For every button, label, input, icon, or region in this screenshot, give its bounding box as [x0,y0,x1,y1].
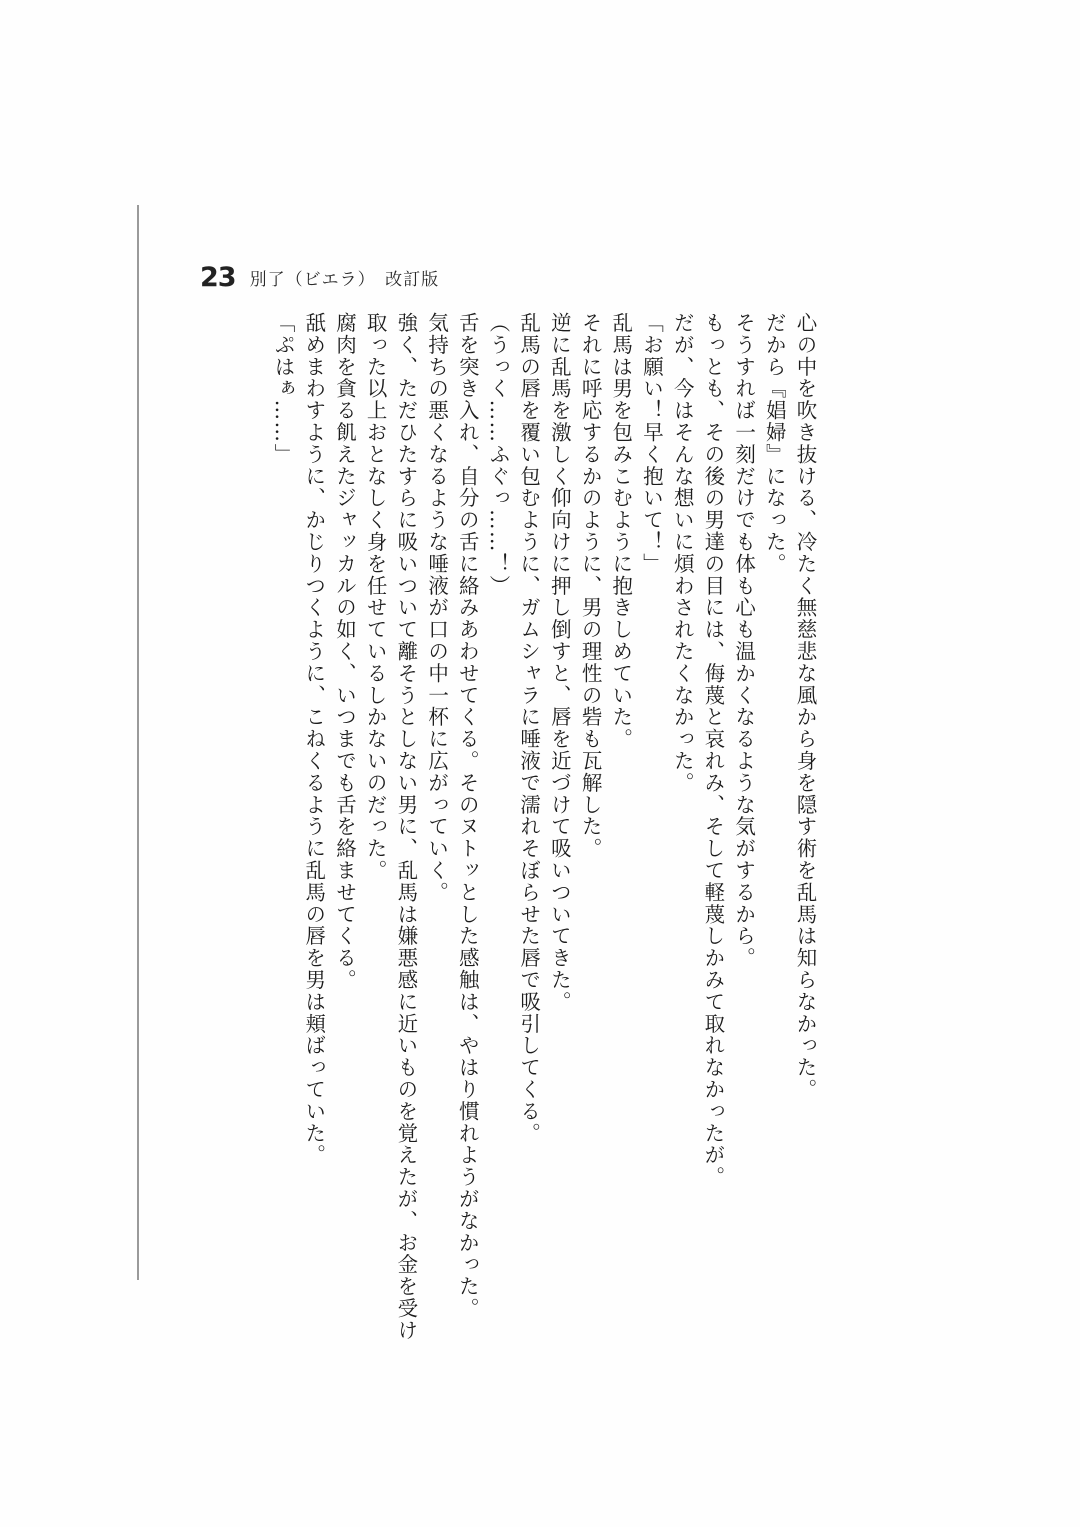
text-line: 逆に乱馬を激しく仰向けに押し倒すと、唇を近づけて吸いついてきた。 [547,312,572,1013]
binding-edge-line [137,205,139,1280]
book-title: 別了（ビエラ） 改訂版 [249,269,440,290]
text-line: 乱馬の唇を覆い包むように、ガムシャラに唾液で濡れそぼらせた唇で吸引してくる。 [516,312,541,1145]
text-line: そうすれば一刻だけでも体も心も温かくなるような気がするから。 [731,312,756,969]
text-line: 舌を突き入れ、自分の舌に絡みあわせてくる。そのヌトッとした感触は、やはり慣れようがなかった。 [455,312,480,1320]
text-line: 取った以上おとなしく身を任せているしかないのだった。 [363,312,388,882]
text-line: それに呼応するかのように、男の理性の砦も瓦解した。 [578,312,603,860]
vertical-text-body [210,312,820,1342]
text-line: 心の中を吹き抜ける、冷たく無慈悲な風から身を隠す術を乱馬は知らなかった。 [793,312,817,1101]
text-line: だが、今はそんな想いに煩わされたくなかった。 [670,312,695,794]
page-header [200,262,439,292]
text-line: 乱馬は男を包みこむように抱きしめていた。 [608,312,633,750]
text-line: もっとも、その後の男達の目には、侮蔑と哀れみ、そして軽蔑しかみて取れなかったが。 [700,312,725,1188]
page-number: 23 [200,261,236,293]
text-line: 気持ちの悪くなるような唾液が口の中一杯に広がっていく。 [424,312,449,904]
text-line: 「ぷはぁ……」 [271,312,296,466]
text-line: （うっく……ふぐっ……！） [485,312,510,597]
text-line: だから『娼婦』になった。 [762,312,787,575]
text-line: 舐めまわすように、かじりつくように、こねくるように乱馬の唇を男は頬ばっていた。 [301,312,326,1167]
text-line: 腐肉を貪る飢えたジャッカルの如く、いつまでも舌を絡ませてくる。 [332,312,357,991]
text-line: 「お願い！早く抱いて！」 [639,312,664,575]
text-line: 強く、ただひたすらに吸いついて離そうとしない男に、乱馬は嫌悪感に近いものを覚えたが、お金を受け [393,312,418,1342]
